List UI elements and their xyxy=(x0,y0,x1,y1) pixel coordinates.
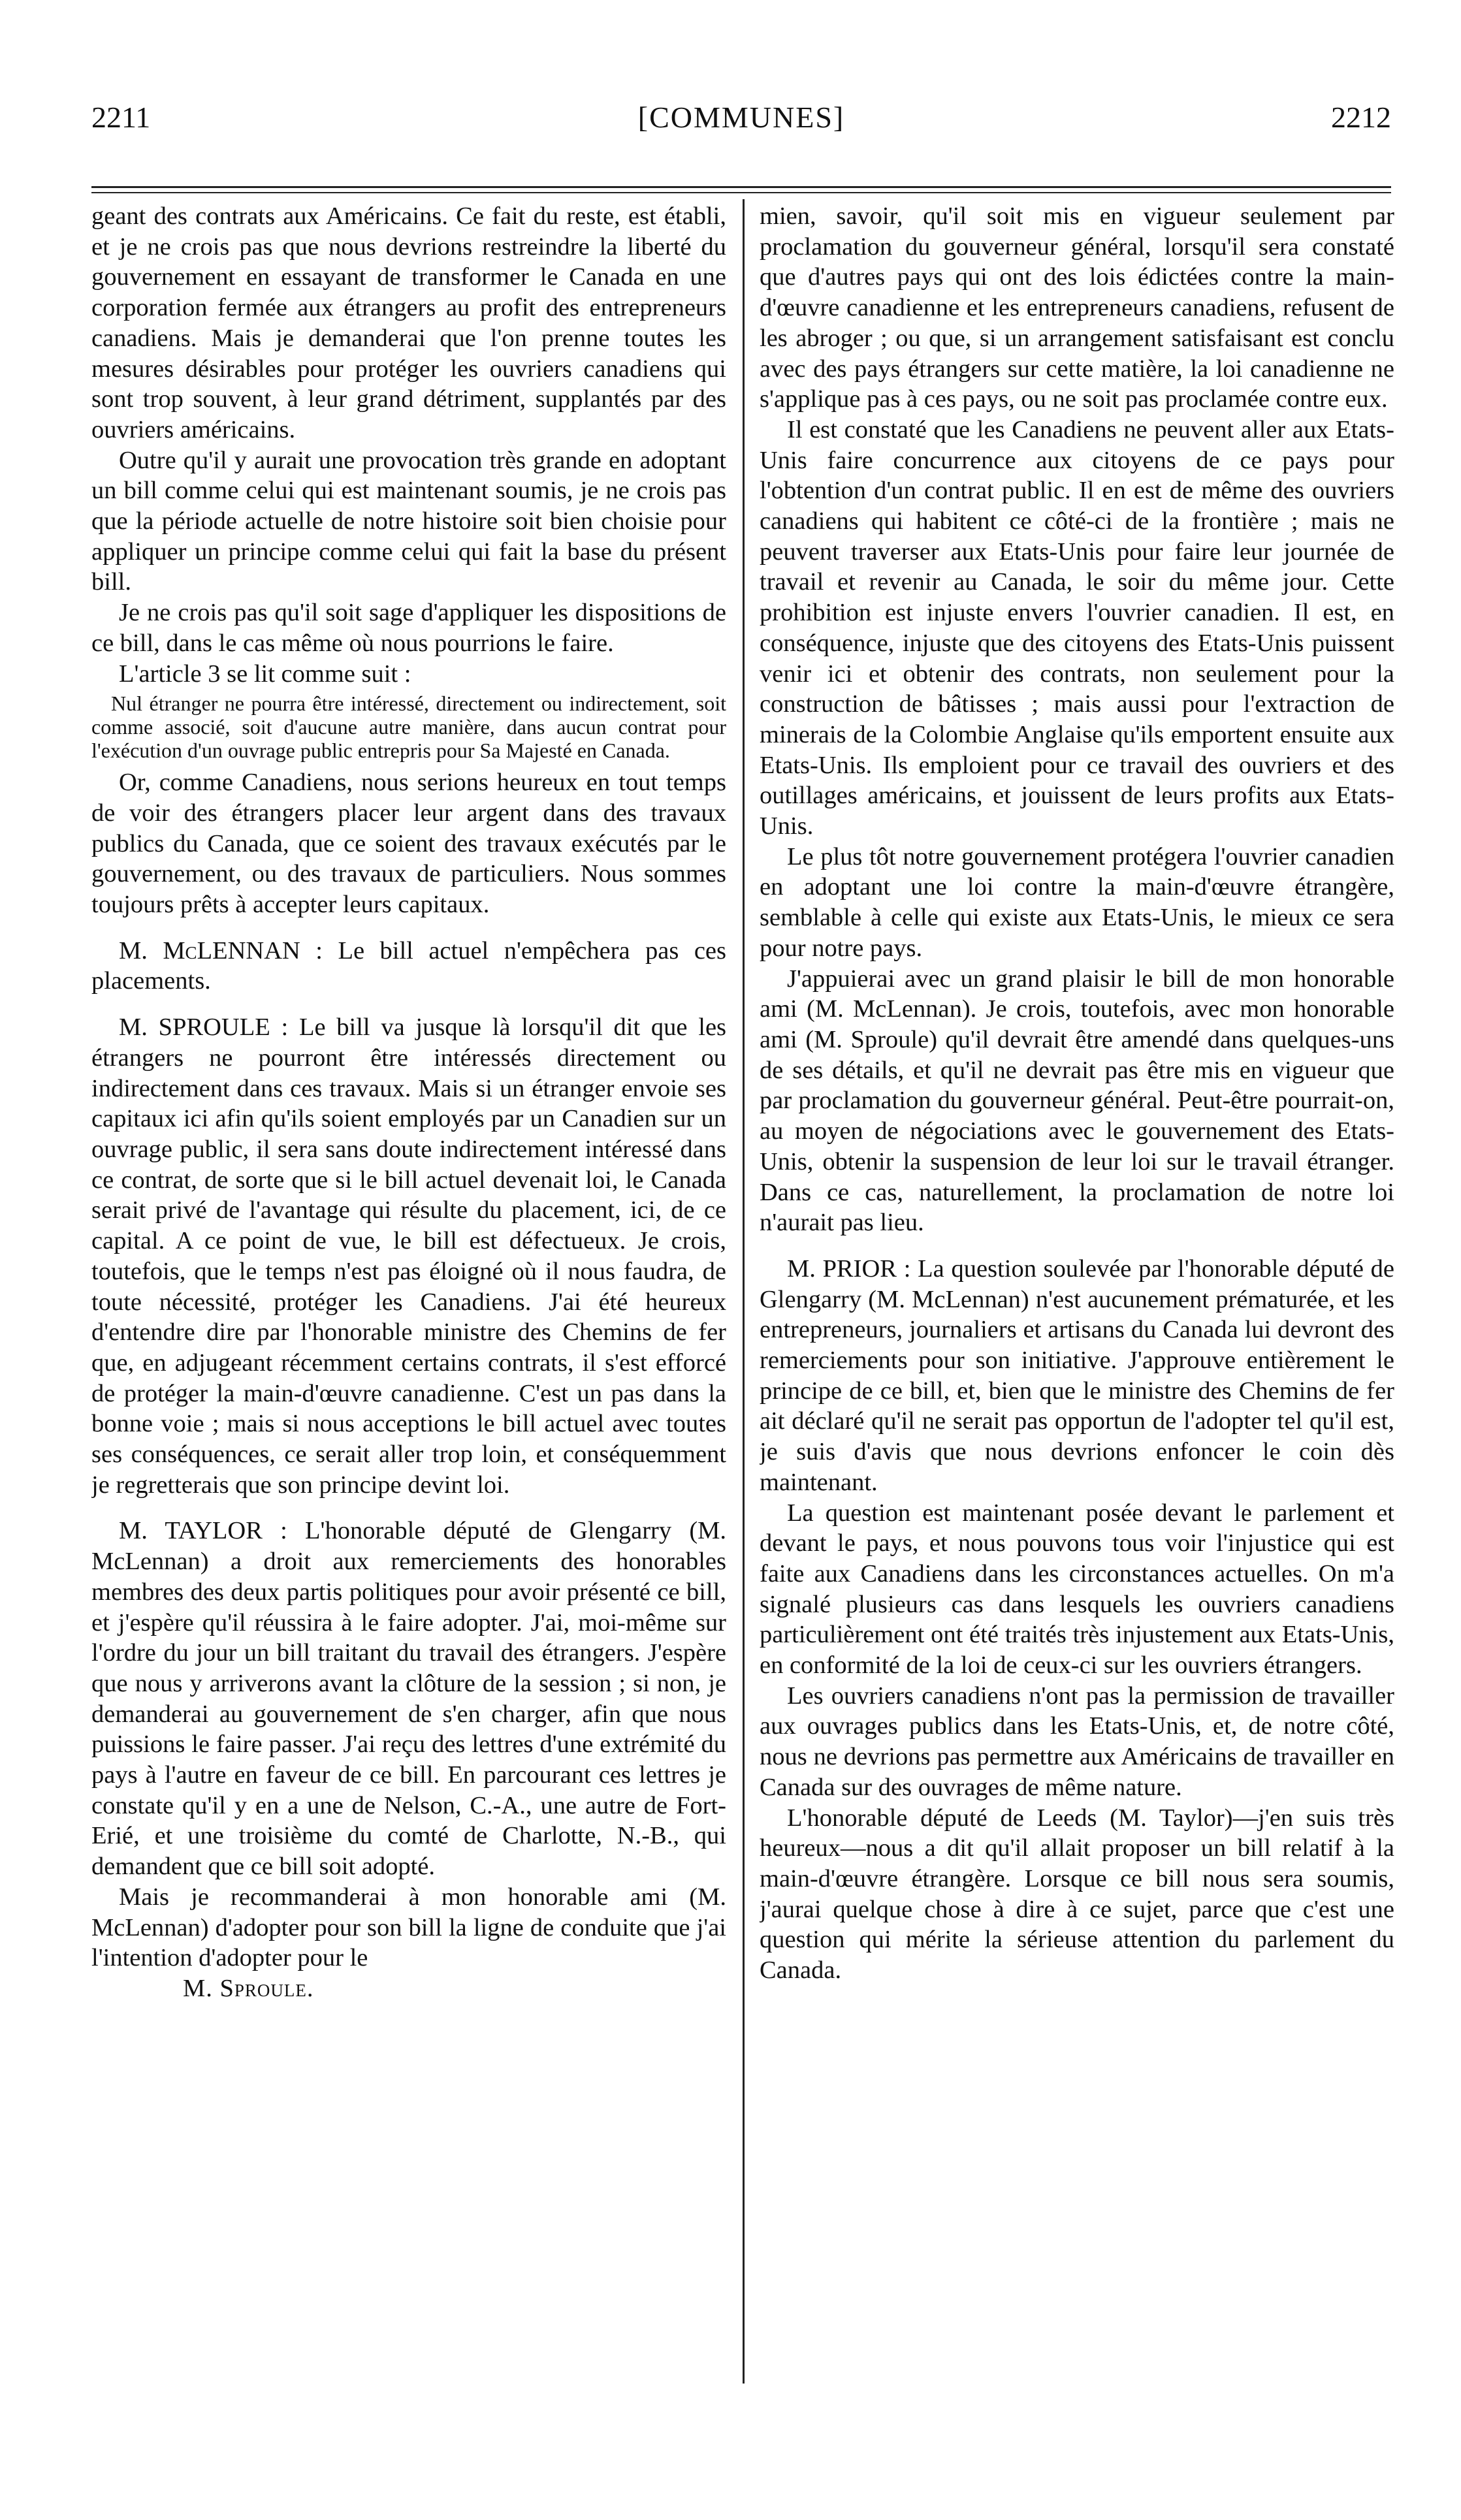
paragraph: Le plus tôt notre gouvernement protégera l'ouvrier canadien en adoptant une loi contre la main-d'œuvre étrangère, semblable à celle qui existe aux Etats-Unis, le mieux ce sera pour notre pays. xyxy=(760,842,1394,962)
header-rule-bottom xyxy=(91,192,1391,193)
speech-mclennan xyxy=(91,936,726,997)
speech-text: L'honorable député de Glengarry (M. McLennan) a droit aux remerciements des honorables membres des deux partis politiques pour avoir présenté ce bill, et j'espère qu'il réussira à le faire adopter. J'ai, moi-même sur l'ordre du jour un bill traitant du travail des étrangers. J'espère que nous y arriverons avant la clôture de la session ; si non, je demanderai au gouvernement de s'en charger, afin que nous puissions le faire passer. J'ai reçu des lettres d'une extrémité du pays à l'autre en faveur de ce bill. En parcourant ces lettres je constate qu'il y en a une de Nelson, C.-A., une autre de Fort-Erié, et une troisième du comté de Charlotte, N.-B., qui demandent que ce bill soit adopté. xyxy=(91,1517,726,1881)
page-number-left: 2211 xyxy=(91,101,151,134)
column-divider xyxy=(743,199,745,2384)
paragraph: Je ne crois pas qu'il soit sage d'appliquer les dispositions de ce bill, dans le cas même où nous pourrions le faire. xyxy=(91,599,726,657)
right-column xyxy=(760,201,1394,2356)
page-header xyxy=(91,98,1391,157)
speech-taylor xyxy=(91,1516,726,1881)
left-column xyxy=(91,201,726,2356)
paragraph: Mais je recommanderai à mon honorable ami (M. McLennan) d'adopter pour son bill la ligne de conduite que j'ai l'intention d'adopter pour le xyxy=(91,1883,726,1972)
paragraph: Les ouvriers canadiens n'ont pas la permission de travailler aux ouvrages publics dans les Etats-Unis, et, de notre côté, nous ne devrions pas permettre aux Américains de travailler en Canada sur des ouvrages de même nature. xyxy=(760,1682,1394,1801)
header-rule-top xyxy=(91,186,1391,188)
paragraph: L'article 3 se lit comme suit : xyxy=(119,660,411,688)
paragraph: Or, comme Canadiens, nous serions heureux en tout temps de voir des étrangers placer leur argent dans des travaux publics du Canada, que ce soient des travaux exécutés par le gouvernement, ou des travaux de particuliers. Nous sommes toujours prêts à accepter leurs capitaux. xyxy=(91,769,726,919)
paragraph: mien, savoir, qu'il soit mis en vigueur seulement par proclamation du gouverneur général, lorsqu'il sera constaté que d'autres pays qui ont des lois édictées contre la main-d'œuvre canadienne et les entrepreneurs canadiens, refusent de les abroger ; ou que, si un arrangement satisfaisant est conclu avec des pays étrangers sur cette matière, la loi canadienne ne s'applique pas à ces pays, ou ne soit pas proclamée contre eux. xyxy=(760,202,1394,413)
column-footer-name: M. Sproule. xyxy=(183,1974,314,2002)
paragraph: L'honorable député de Leeds (M. Taylor)—j'en suis très heureux—nous a dit qu'il allait proposer un bill relatif à la main-d'œuvre étrangère. Lorsque ce bill nous sera soumis, j'aurai quelque chose à dire à ce sujet, parce que c'est une question qui mérite la sérieuse attention du parlement du Canada. xyxy=(760,1804,1394,1985)
running-head: [COMMUNES] xyxy=(637,101,845,134)
paragraph: J'appuierai avec un grand plaisir le bill de mon honorable ami (M. McLennan). Je crois, toutefois, avec mon honorable ami (M. Sproule) qu'il devrait être amendé dans quelques-uns de ses détails, et qu'il ne devrait pas être mis en vigueur que par proclamation du gouverneur général. Peut-être pourrait-on, au moyen de négociations avec le gouvernement des Etats-Unis, obtenir la suspension de leur loi sur le travail étranger. Dans ce cas, naturellement, la proclamation de notre loi n'aurait pas lieu. xyxy=(760,965,1394,1237)
speech-text: Le bill va jusque là lorsqu'il dit que les étrangers ne pourront être intéressés directement ou indirectement dans ces travaux. Mais si un étranger envoie ses capitaux ici afin qu'ils soient employés par un Canadien sur un ouvrage public, il sera sans doute indirectement intéressé dans ce contrat, de sorte que si le bill actuel devenait loi, le Canada serait privé de l'avantage qui résulte du placement, ici, de ce capital. A ce point de vue, le bill est défectueux. Je crois, toutefois, que le temps n'est pas éloigné où il nous faudra, de toute nécessité, protéger les Canadiens. J'ai été heureux d'entendre dire par l'honorable ministre des Chemins de fer que, en adjugeant récemment certains contrats, il s'est efforcé de protéger la main-d'œuvre canadienne. C'est un pas dans la bonne voie ; mais si nous acceptions le bill actuel avec toutes ses conséquences, ce serait aller trop loin, et conséquemment je regretterais que son principe devint loi. xyxy=(91,1013,726,1499)
speaker-name: M. PRIOR : xyxy=(787,1254,911,1283)
quoted-article: Nul étranger ne pourra être intéressé, directement ou indirectement, soit comme associé, soit d'aucune autre manière, dans aucun contrat pour l'exécution d'un ouvrage public entrepris pour Sa Majesté en Canada. xyxy=(91,692,726,763)
speech-text: Le bill actuel n'empêchera pas ces placements. xyxy=(91,936,726,995)
speech-sproule xyxy=(91,1012,726,1500)
paragraph: Outre qu'il y aurait une provocation très grande en adoptant un bill comme celui qui est maintenant soumis, je ne crois pas que la période actuelle de notre histoire soit bien choisie pour appliquer un principe comme celui qui fait la base du présent bill. xyxy=(91,446,726,596)
speaker-name: M. TAYLOR : xyxy=(119,1517,287,1545)
speech-text: La question soulevée par l'honorable député de Glengarry (M. McLennan) n'est aucunement prématurée, et les entrepreneurs, journaliers et artisans du Canada lui devront des remerciements pour son initiative. J'approuve entièrement le principe de ce bill, et, bien que le ministre des Chemins de fer ait déclaré qu'il ne serait pas opportun de l'adopter tel qu'il est, je suis d'avis que nous devrions enfoncer le coin dès maintenant. xyxy=(760,1254,1394,1496)
page-number-right: 2212 xyxy=(1331,101,1391,134)
speaker-name: M. SPROULE : xyxy=(119,1013,289,1042)
paragraph: La question est maintenant posée devant le parlement et devant le pays, et nous pouvons tous voir l'injustice qui est faite aux Canadiens dans les circonstances actuelles. On m'a signalé plusieurs cas dans lesquels les ouvriers canadiens particulièrement ont été traités très injustement aux Etats-Unis, en conformité de la loi de ceux-ci sur les ouvriers étrangers. xyxy=(760,1499,1394,1680)
paragraph: geant des contrats aux Américains. Ce fait du reste, est établi, et je ne crois pas que nous devrions restreindre la liberté du gouvernement en essayant de transformer le Canada en une corporation fermée aux étrangers au profit des entrepreneurs canadiens. Mais je demanderai que l'on prenne toutes les mesures désirables pour protéger les ouvriers canadiens qui sont trop souvent, à leur grand détriment, supplantés par des ouvriers américains. xyxy=(91,202,726,443)
speaker-name: M. McLENNAN : xyxy=(119,936,323,965)
speech-prior xyxy=(760,1254,1394,1498)
paragraph: Il est constaté que les Canadiens ne peuvent aller aux Etats-Unis faire concurrence aux citoyens de ce pays pour l'obtention d'un contrat public. Il en est de même des ouvriers canadiens qui habitent ce côté-ci de la frontière ; mais ne peuvent traverser aux Etats-Unis pour faire leur journée de travail et revenir au Canada, le soir du même jour. Cette prohibition est injuste envers l'ouvrier canadien. Il est, en conséquence, injuste que des citoyens des Etats-Unis puissent venir ici et obtenir des contrats, non seulement pour la construction de bâtisses ; mais aussi pour l'extraction de minerais de la Colombie Anglaise qu'ils emportent ensuite aux Etats-Unis. Ils emploient pour ce travail des ouvriers et des outillages américains, et jouissent de leurs profits aux Etats-Unis. xyxy=(760,415,1394,840)
